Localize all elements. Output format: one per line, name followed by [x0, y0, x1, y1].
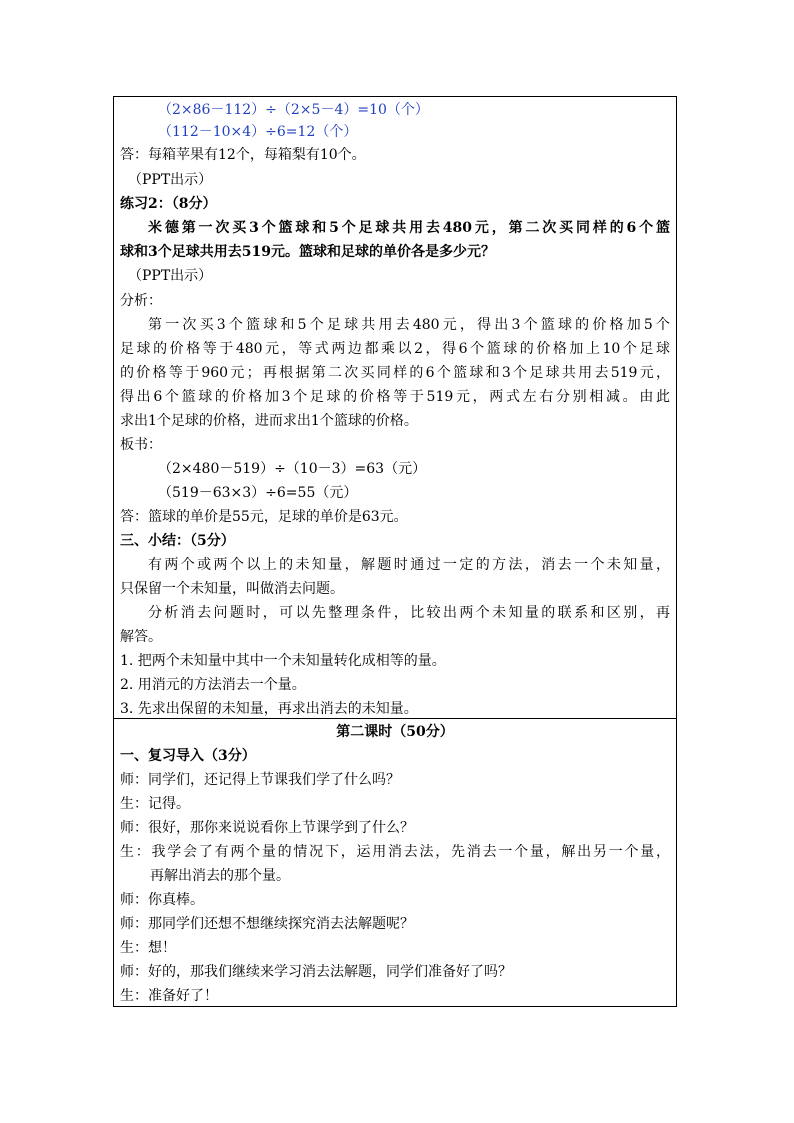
- exercise-text: 米德第一次买3个篮球和5个足球共用去480元，第二次买同样的6个篮: [148, 220, 670, 236]
- board-label: 板书：: [120, 437, 162, 453]
- ppt-note: （PPT出示）: [128, 172, 213, 188]
- dialogue-line: 再解出消去的那个量。: [150, 868, 290, 884]
- formula-line: （2×86－112）÷（2×5－4）=10（个）: [158, 102, 429, 118]
- lesson-table: [113, 96, 677, 1007]
- summary-text: 只保留一个未知量，叫做消去问题。: [120, 581, 344, 597]
- analysis-label: 分析：: [120, 293, 162, 309]
- answer-line: 答：篮球的单价是55元，足球的单价是63元。: [120, 509, 408, 525]
- exercise-text: 球和3个足球共用去519元。篮球和足球的单价各是多少元？: [120, 244, 495, 260]
- review-heading: 一、复习导入（3分）: [120, 748, 256, 764]
- analysis-text: 求出1个足球的价格，进而求出1个篮球的价格。: [120, 413, 418, 429]
- analysis-text: 足球的价格等于480元，等式两边都乘以2，得6个篮球的价格加上10个足球: [120, 341, 670, 357]
- formula-line: （519－63×3）÷6=55（元）: [158, 485, 358, 501]
- dialogue-line: 师：好的，那我们继续来学习消去法解题，同学们准备好了吗？: [120, 964, 512, 980]
- summary-text: 分析消去问题时，可以先整理条件，比较出两个未知量的联系和区别，再: [148, 605, 670, 621]
- summary-text: 有两个或两个以上的未知量，解题时通过一定的方法，消去一个未知量，: [148, 557, 670, 573]
- dialogue-line: 师：你真棒。: [120, 892, 204, 908]
- summary-step: 3. 先求出保留的未知量，再求出消去的未知量。: [120, 701, 418, 717]
- dialogue-line: 生：想！: [120, 940, 176, 956]
- analysis-text: 第一次买3个篮球和5个足球共用去480元，得出3个篮球的价格加5个: [148, 317, 670, 333]
- answer-line: 答：每箱苹果有12个，每箱梨有10个。: [120, 147, 366, 163]
- dialogue-line: 师：那同学们还想不想继续探究消去法解题呢？: [120, 916, 414, 932]
- analysis-text: 得出6个篮球的价格加3个足球的价格等于519元，两式左右分别相减。由此: [120, 389, 670, 405]
- summary-text: 解答。: [120, 629, 162, 645]
- dialogue-line: 师：同学们，还记得上节课我们学了什么吗？: [120, 772, 400, 788]
- summary-step: 1. 把两个未知量中其中一个未知量转化成相等的量。: [120, 653, 446, 669]
- section-title: 第二课时（50分）: [336, 724, 454, 740]
- analysis-text: 的价格等于960元；再根据第二次买同样的6个篮球和3个足球共用去519元，: [120, 365, 670, 381]
- formula-line: （112－10×4）÷6=12（个）: [158, 124, 358, 140]
- dialogue-line: 师：很好，那你来说说看你上节课学到了什么？: [120, 820, 414, 836]
- dialogue-line: 生：我学会了有两个量的情况下，运用消去法，先消去一个量，解出另一个量，: [120, 844, 670, 860]
- summary-step: 2. 用消元的方法消去一个量。: [120, 677, 306, 693]
- summary-heading: 三、小结：（5分）: [120, 533, 235, 549]
- exercise-heading: 练习2：（8分）: [120, 196, 217, 212]
- formula-line: （2×480－519）÷（10－3）=63（元）: [158, 461, 427, 477]
- dialogue-line: 生：记得。: [120, 796, 190, 812]
- dialogue-line: 生：准备好了！: [120, 988, 218, 1004]
- ppt-note: （PPT出示）: [128, 268, 213, 284]
